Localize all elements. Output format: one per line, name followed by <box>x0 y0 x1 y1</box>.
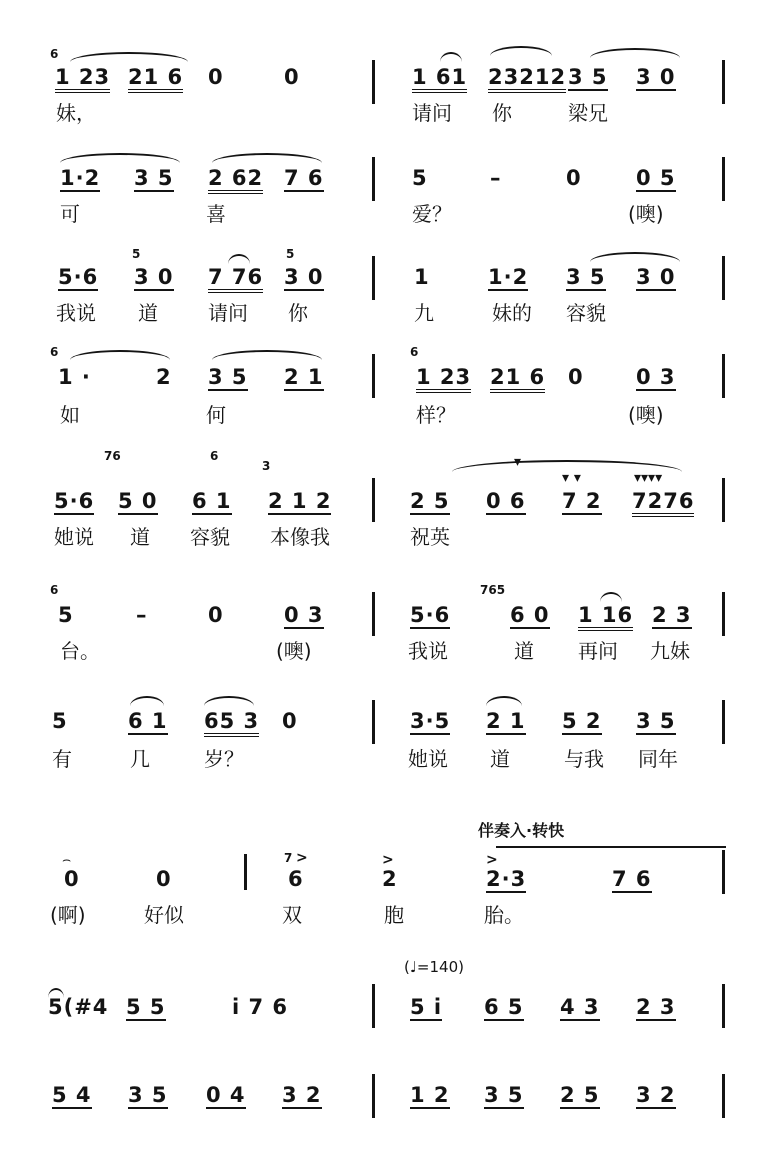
lyric: 妹， <box>56 101 96 125</box>
note-group: 0 <box>64 867 80 891</box>
note-group: 5·6 <box>58 265 99 289</box>
note-group: 5 i <box>410 995 443 1019</box>
note-group: 1 <box>414 265 430 289</box>
lyric: 请问 <box>208 301 248 325</box>
barline <box>372 1074 375 1118</box>
slur <box>212 350 322 360</box>
lyric: 你 <box>288 301 308 325</box>
note-group: 3 5 <box>484 1083 524 1107</box>
note-group: 5 2 <box>562 709 602 733</box>
note-group: 0 <box>566 166 582 190</box>
lyric: 台。 <box>60 639 100 663</box>
slur <box>486 696 522 706</box>
lyric: 同年 <box>638 747 678 771</box>
note-group: 0 <box>208 603 224 627</box>
note-group: 2 1 <box>486 709 526 733</box>
lyric: 胎。 <box>484 903 524 927</box>
grace-note: 765 <box>480 583 506 597</box>
note-group: 0 3 <box>284 603 324 627</box>
lyric: 她说 <box>54 525 94 549</box>
barline <box>722 157 725 201</box>
note-group: 0 5 <box>636 166 676 190</box>
lyric: 道 <box>490 747 510 771</box>
barline <box>722 478 725 522</box>
lyric: 道 <box>138 301 158 325</box>
grace-note: 5 <box>286 247 295 261</box>
barline <box>372 60 375 104</box>
barline <box>722 592 725 636</box>
note-group: 3 5 <box>134 166 174 190</box>
lyric: 道 <box>514 639 534 663</box>
lyric: (噢) <box>276 639 312 663</box>
note-group: 3·5 <box>410 709 451 733</box>
note-group: 1 2 <box>410 1083 450 1107</box>
note-group: 6 1 <box>192 489 232 513</box>
barline <box>722 1074 725 1118</box>
grace-note: 6 <box>50 47 59 61</box>
note-group: 3 0 <box>134 265 174 289</box>
note-group: 3 2 <box>636 1083 676 1107</box>
note-group: 5 <box>58 603 74 627</box>
slur <box>130 696 164 706</box>
grace-note: 6 <box>210 449 219 463</box>
slur <box>70 350 170 360</box>
metronome-marking: (♩=140) <box>404 958 464 976</box>
barline <box>722 850 725 894</box>
barline <box>722 984 725 1028</box>
lyric: 与我 <box>564 747 604 771</box>
note-group: 0 <box>568 365 584 389</box>
note-group: 7 6 <box>284 166 324 190</box>
note-group: 3 5 <box>636 709 676 733</box>
slur <box>440 52 462 62</box>
note-group: 2 5 <box>560 1083 600 1107</box>
barline <box>722 700 725 744</box>
slur <box>490 46 552 56</box>
lyric: 请问 <box>412 101 452 125</box>
grace-note: 7 <box>284 851 293 865</box>
lyric: 道 <box>130 525 150 549</box>
lyric: 喜 <box>206 202 226 226</box>
note-group: 23212 <box>488 66 566 93</box>
barline <box>722 60 725 104</box>
note-group: 5 4 <box>52 1083 92 1107</box>
note-group: 2 5 <box>410 489 450 513</box>
barline <box>372 354 375 398</box>
accent-mark: > <box>382 852 394 868</box>
note-group: 0 <box>282 709 298 733</box>
note-group: 3 5 <box>566 265 606 289</box>
lyric: 你 <box>492 101 512 125</box>
lyric: 梁兄 <box>568 101 608 125</box>
grace-note: 3 <box>262 459 271 473</box>
lyric: (噢) <box>628 202 664 226</box>
lyric: 岁？ <box>204 747 244 771</box>
note-group: 2 3 <box>636 995 676 1019</box>
note-group: 5·6 <box>54 489 95 513</box>
note-group: 3 0 <box>636 65 676 89</box>
lyric: 如 <box>60 403 80 427</box>
lyric: 好似 <box>144 903 184 927</box>
note-group: 3 2 <box>282 1083 322 1107</box>
lyric: 何 <box>206 403 226 427</box>
accent-mark: > <box>486 852 498 868</box>
note-group: 2 <box>382 867 398 891</box>
note-group: i 7 6 <box>232 995 289 1019</box>
slur <box>204 696 254 706</box>
lyric: 样？ <box>416 403 456 427</box>
note-group: 2 1 <box>284 365 324 389</box>
note-group: 6 1 <box>128 709 168 733</box>
note-group: 4 3 <box>560 995 600 1019</box>
slur <box>228 254 250 264</box>
barline <box>372 478 375 522</box>
note-group: 3 5 <box>208 365 248 389</box>
slur <box>212 153 322 163</box>
slur <box>70 52 188 62</box>
lyric: 妹的 <box>492 301 532 325</box>
note-group: – <box>490 166 502 190</box>
lyric: 爱？ <box>412 202 452 226</box>
slur <box>60 153 180 163</box>
barline <box>722 354 725 398</box>
barline <box>244 854 247 890</box>
note-group: 21 6 <box>128 66 183 93</box>
note-group: 7276 <box>632 490 694 517</box>
note-group: 7 76 <box>208 266 263 293</box>
note-group: 2 <box>156 365 172 389</box>
lyric: (噢) <box>628 403 664 427</box>
note-group: 6 0 <box>510 603 550 627</box>
lyric: 胞 <box>384 903 404 927</box>
note-group: 1 61 <box>412 66 467 93</box>
note-group: 1 23 <box>416 366 471 393</box>
lyric: (啊) <box>50 903 86 927</box>
note-group: 5·6 <box>410 603 451 627</box>
lyric: 几 <box>130 747 150 771</box>
note-group: 5 5 <box>126 995 166 1019</box>
note-group: 0 3 <box>636 365 676 389</box>
grace-note: 6 <box>50 583 59 597</box>
note-group: 65 3 <box>204 710 259 737</box>
slur <box>600 592 622 602</box>
note-group: 3 0 <box>636 265 676 289</box>
note-group: – <box>136 603 148 627</box>
barline <box>372 157 375 201</box>
lyric: 可 <box>60 202 80 226</box>
accent-mark: ▾ <box>514 454 522 470</box>
note-group: 0 6 <box>486 489 526 513</box>
note-group: 3 5 <box>568 65 608 89</box>
note-group: 3 5 <box>128 1083 168 1107</box>
note-group: 0 4 <box>206 1083 246 1107</box>
barline <box>722 256 725 300</box>
note-group: 5 <box>412 166 428 190</box>
note-group: 0 <box>156 867 172 891</box>
note-group: 0 <box>284 65 300 89</box>
note-group: 5 <box>52 709 68 733</box>
grace-note: 76 <box>104 449 121 463</box>
lyric: 祝英 <box>410 525 450 549</box>
grace-note: 6 <box>50 345 59 359</box>
note-group: 5(#4 <box>48 995 109 1019</box>
lyric: 有 <box>52 747 72 771</box>
lyric: 本像我 <box>270 525 330 549</box>
note-group: 2 3 <box>652 603 692 627</box>
note-group: 6 5 <box>484 995 524 1019</box>
barline <box>372 700 375 744</box>
lyric: 九妹 <box>650 639 690 663</box>
note-group: 2·3 <box>486 867 527 891</box>
note-group: 1·2 <box>60 166 101 190</box>
note-group: 1·2 <box>488 265 529 289</box>
lyric: 双 <box>282 903 302 927</box>
barline <box>372 592 375 636</box>
accent-mark: > <box>296 850 308 866</box>
note-group: 5 0 <box>118 489 158 513</box>
barline <box>372 256 375 300</box>
grace-note: 6 <box>410 345 419 359</box>
lyric: 她说 <box>408 747 448 771</box>
barline <box>372 984 375 1028</box>
accent-mark: ▾▾▾▾ <box>634 470 663 486</box>
tempo-change-label: 伴奏入·转快 <box>478 821 565 840</box>
accent-mark: ▾ ▾ <box>562 470 581 486</box>
note-group: 0 <box>208 65 224 89</box>
note-group: 7 6 <box>612 867 652 891</box>
lyric: 我说 <box>56 301 96 325</box>
note-group: 1 · <box>58 365 91 389</box>
note-group: 2 1 2 <box>268 489 332 513</box>
slur <box>590 252 680 262</box>
slur <box>590 48 680 58</box>
note-group: 3 0 <box>284 265 324 289</box>
note-group: 2 62 <box>208 167 263 194</box>
lyric: 再问 <box>578 639 618 663</box>
grace-note: 5 <box>132 247 141 261</box>
lyric: 容貌 <box>566 301 606 325</box>
note-group: 6 <box>288 867 304 891</box>
note-group: 21 6 <box>490 366 545 393</box>
extension-line <box>496 846 726 848</box>
note-group: 7 2 <box>562 489 602 513</box>
fermata-icon: ⌢ <box>62 852 72 868</box>
lyric: 容貌 <box>190 525 230 549</box>
lyric: 九 <box>414 301 434 325</box>
lyric: 我说 <box>408 639 448 663</box>
note-group: 1 16 <box>578 604 633 631</box>
note-group: 1 23 <box>55 66 110 93</box>
